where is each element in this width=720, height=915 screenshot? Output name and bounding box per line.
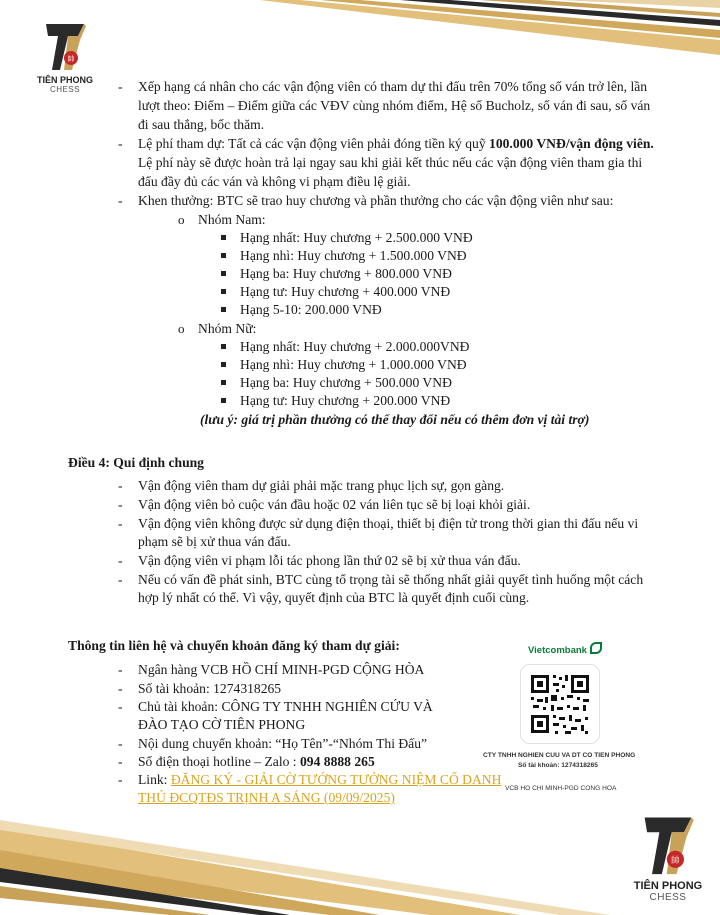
qr-code[interactable] — [520, 664, 600, 744]
article4-item-1: Vận động viên tham dự giải phải mặc trang phục lịch sự, gọn gàng. — [138, 478, 505, 493]
square-bullet — [221, 362, 226, 367]
tien-phong-logo-footer — [626, 815, 710, 903]
women-prize-3: Hạng ba: Huy chương + 500.000 VNĐ — [240, 375, 452, 390]
article4-bullet: - — [118, 516, 123, 531]
vietcombank-logo-text: Vietcombank — [528, 645, 587, 656]
contact-bullet: - — [118, 681, 123, 696]
link-label: Link: — [138, 772, 171, 787]
square-bullet — [221, 253, 226, 258]
fee-line-3: đấu đầy đủ các ván và không vi phạm điều lệ giải. — [138, 174, 411, 189]
article4-item-4: Vận động viên vi phạm lỗi tác phong lần thứ 02 sẽ bị xử thua ván đấu. — [138, 553, 521, 568]
account-holder: Chủ tài khoản: CÔNG TY TNHH NGHIÊN CỨU VÀ — [138, 699, 433, 714]
contact-bullet: - — [118, 699, 123, 714]
awards-note: (lưu ý: giá trị phần thưởng có thể thay đổi nếu có thêm đơn vị tài trợ) — [200, 412, 590, 427]
contact-heading: Thông tin liên hệ và chuyển khoản đăng ký tham dự giải: — [68, 638, 400, 653]
square-bullet — [221, 398, 226, 403]
square-bullet — [221, 307, 226, 312]
article4-item-5-cont: hợp lý nhất có thể. Vì vậy, quyết định của BTC là quyết định cuối cùng. — [138, 590, 530, 605]
contact-bullet: - — [118, 662, 123, 677]
vietcombank-logo — [528, 642, 602, 656]
fee-amount: 100.000 VNĐ/vận động viên. — [489, 136, 654, 151]
registration-link-row-2 — [138, 789, 395, 807]
top-decoration — [0, 0, 720, 75]
ranking-line-1: Xếp hạng cá nhân cho các vận động viên có tham dự thi đấu trên 70% tổng số ván trở lên, lần — [138, 79, 648, 94]
logo-brand-sub: CHESS — [649, 892, 687, 903]
logo-mark-icon — [638, 815, 698, 879]
vietcombank-mark-icon — [590, 642, 602, 654]
bank-name: Ngân hàng VCB HỒ CHÍ MINH-PGD CỘNG HÒA — [138, 662, 425, 677]
logo-brand-name: TIÊN PHONG — [36, 75, 93, 85]
awards-intro: Khen thưởng: BTC sẽ trao huy chương và phần thưởng cho các vận động viên như sau: — [138, 193, 614, 208]
ranking-line-3: đi sau thắng, bốc thăm. — [138, 117, 265, 132]
article4-item-3-cont: phạm sẽ bị xử thua ván đấu. — [138, 534, 291, 549]
fee-prefix: Lệ phí tham dự: Tất cả các vận động viên phải đóng tiền ký quỹ — [138, 136, 490, 151]
svg-text:帥: 帥 — [67, 55, 75, 63]
account-number: Số tài khoản: 1274318265 — [138, 681, 282, 696]
contact-bullet: - — [118, 754, 123, 769]
article4-bullet: - — [118, 572, 123, 587]
fee-line-1 — [138, 135, 654, 153]
contact-bullet: - — [118, 772, 123, 787]
fee-bullet: - — [118, 136, 123, 151]
ranking-bullet: - — [118, 79, 123, 94]
registration-link[interactable]: ĐĂNG KÝ - GIẢI CỜ TƯỚNG TƯỞNG NIỆM CỐ DANH — [170, 772, 502, 787]
registration-link-row — [138, 771, 501, 789]
men-circle-bullet: o — [178, 212, 185, 227]
women-prize-1: Hạng nhất: Huy chương + 2.000.000VNĐ — [240, 339, 470, 354]
square-bullet — [221, 289, 226, 294]
men-prize-3: Hạng ba: Huy chương + 800.000 VNĐ — [240, 266, 452, 281]
hotline — [138, 753, 375, 771]
qr-code-icon — [521, 665, 599, 743]
tien-phong-logo — [36, 22, 94, 94]
awards-bullet: - — [118, 193, 123, 208]
registration-link-cont[interactable]: THỦ ĐCQTĐS TRỊNH A SÁNG (09/09/2025) — [138, 790, 395, 805]
qr-company-name: CTY TNHH NGHIEN CUU VA DT CO TIEN PHONG — [483, 752, 636, 759]
article4-heading: Điều 4: Qui định chung — [68, 455, 204, 470]
transfer-note: Nội dung chuyển khoản: “Họ Tên”-“Nhóm Thi Đấu” — [138, 736, 428, 751]
article4-bullet: - — [118, 553, 123, 568]
men-prize-5: Hạng 5-10: 200.000 VNĐ — [240, 302, 382, 317]
men-prize-1: Hạng nhất: Huy chương + 2.500.000 VNĐ — [240, 230, 473, 245]
article4-bullet: - — [118, 478, 123, 493]
ranking-line-2: lượt theo: Điểm – Điểm giữa các VĐV cùng nhóm điểm, Hệ số Bucholz, số ván đi sau, số ván — [138, 98, 651, 113]
qr-account-number: Số tài khoản: 1274318265 — [518, 762, 598, 769]
logo-brand-name: TIÊN PHONG — [633, 880, 703, 892]
hotline-label: Số điện thoại hotline – Zalo : — [138, 754, 300, 769]
logo-mark-icon — [42, 22, 88, 74]
article4-item-3: Vận động viên không được sử dụng điện thoại, thiết bị điện tử trong thời gian thi đấu nếu vi — [138, 516, 639, 531]
women-prize-4: Hạng tư: Huy chương + 200.000 VNĐ — [240, 393, 451, 408]
men-group-label: Nhóm Nam: — [198, 212, 266, 227]
svg-text:帥: 帥 — [671, 856, 680, 866]
men-prize-2: Hạng nhì: Huy chương + 1.500.000 VNĐ — [240, 248, 467, 263]
men-prize-4: Hạng tư: Huy chương + 400.000 VNĐ — [240, 284, 451, 299]
article4-item-5: Nếu có vấn đề phát sinh, BTC cùng tổ trọng tài sẽ thống nhất giải quyết tình huống một cách — [138, 572, 644, 587]
women-prize-2: Hạng nhì: Huy chương + 1.000.000 VNĐ — [240, 357, 467, 372]
fee-line-2: Lệ phí này sẽ được hoàn trả lại ngay sau khi giải kết thúc nếu các vận động viên tham gia thi — [138, 155, 643, 170]
square-bullet — [221, 235, 226, 240]
square-bullet — [221, 380, 226, 385]
logo-brand-sub: CHESS — [49, 85, 81, 94]
women-circle-bullet: o — [178, 321, 185, 336]
square-bullet — [221, 344, 226, 349]
contact-bullet: - — [118, 736, 123, 751]
article4-bullet: - — [118, 497, 123, 512]
qr-branch: VCB HO CHI MINH-PGD CONG HOA — [505, 785, 617, 792]
bottom-decoration — [0, 820, 720, 915]
account-holder-cont: ĐÀO TẠO CỜ TIÊN PHONG — [138, 717, 306, 732]
women-group-label: Nhóm Nữ: — [198, 321, 257, 336]
article4-item-2: Vận động viên bỏ cuộc ván đầu hoặc 02 ván liên tục sẽ bị loại khỏi giải. — [138, 497, 531, 512]
hotline-number: 094 8888 265 — [299, 754, 375, 769]
square-bullet — [221, 271, 226, 276]
